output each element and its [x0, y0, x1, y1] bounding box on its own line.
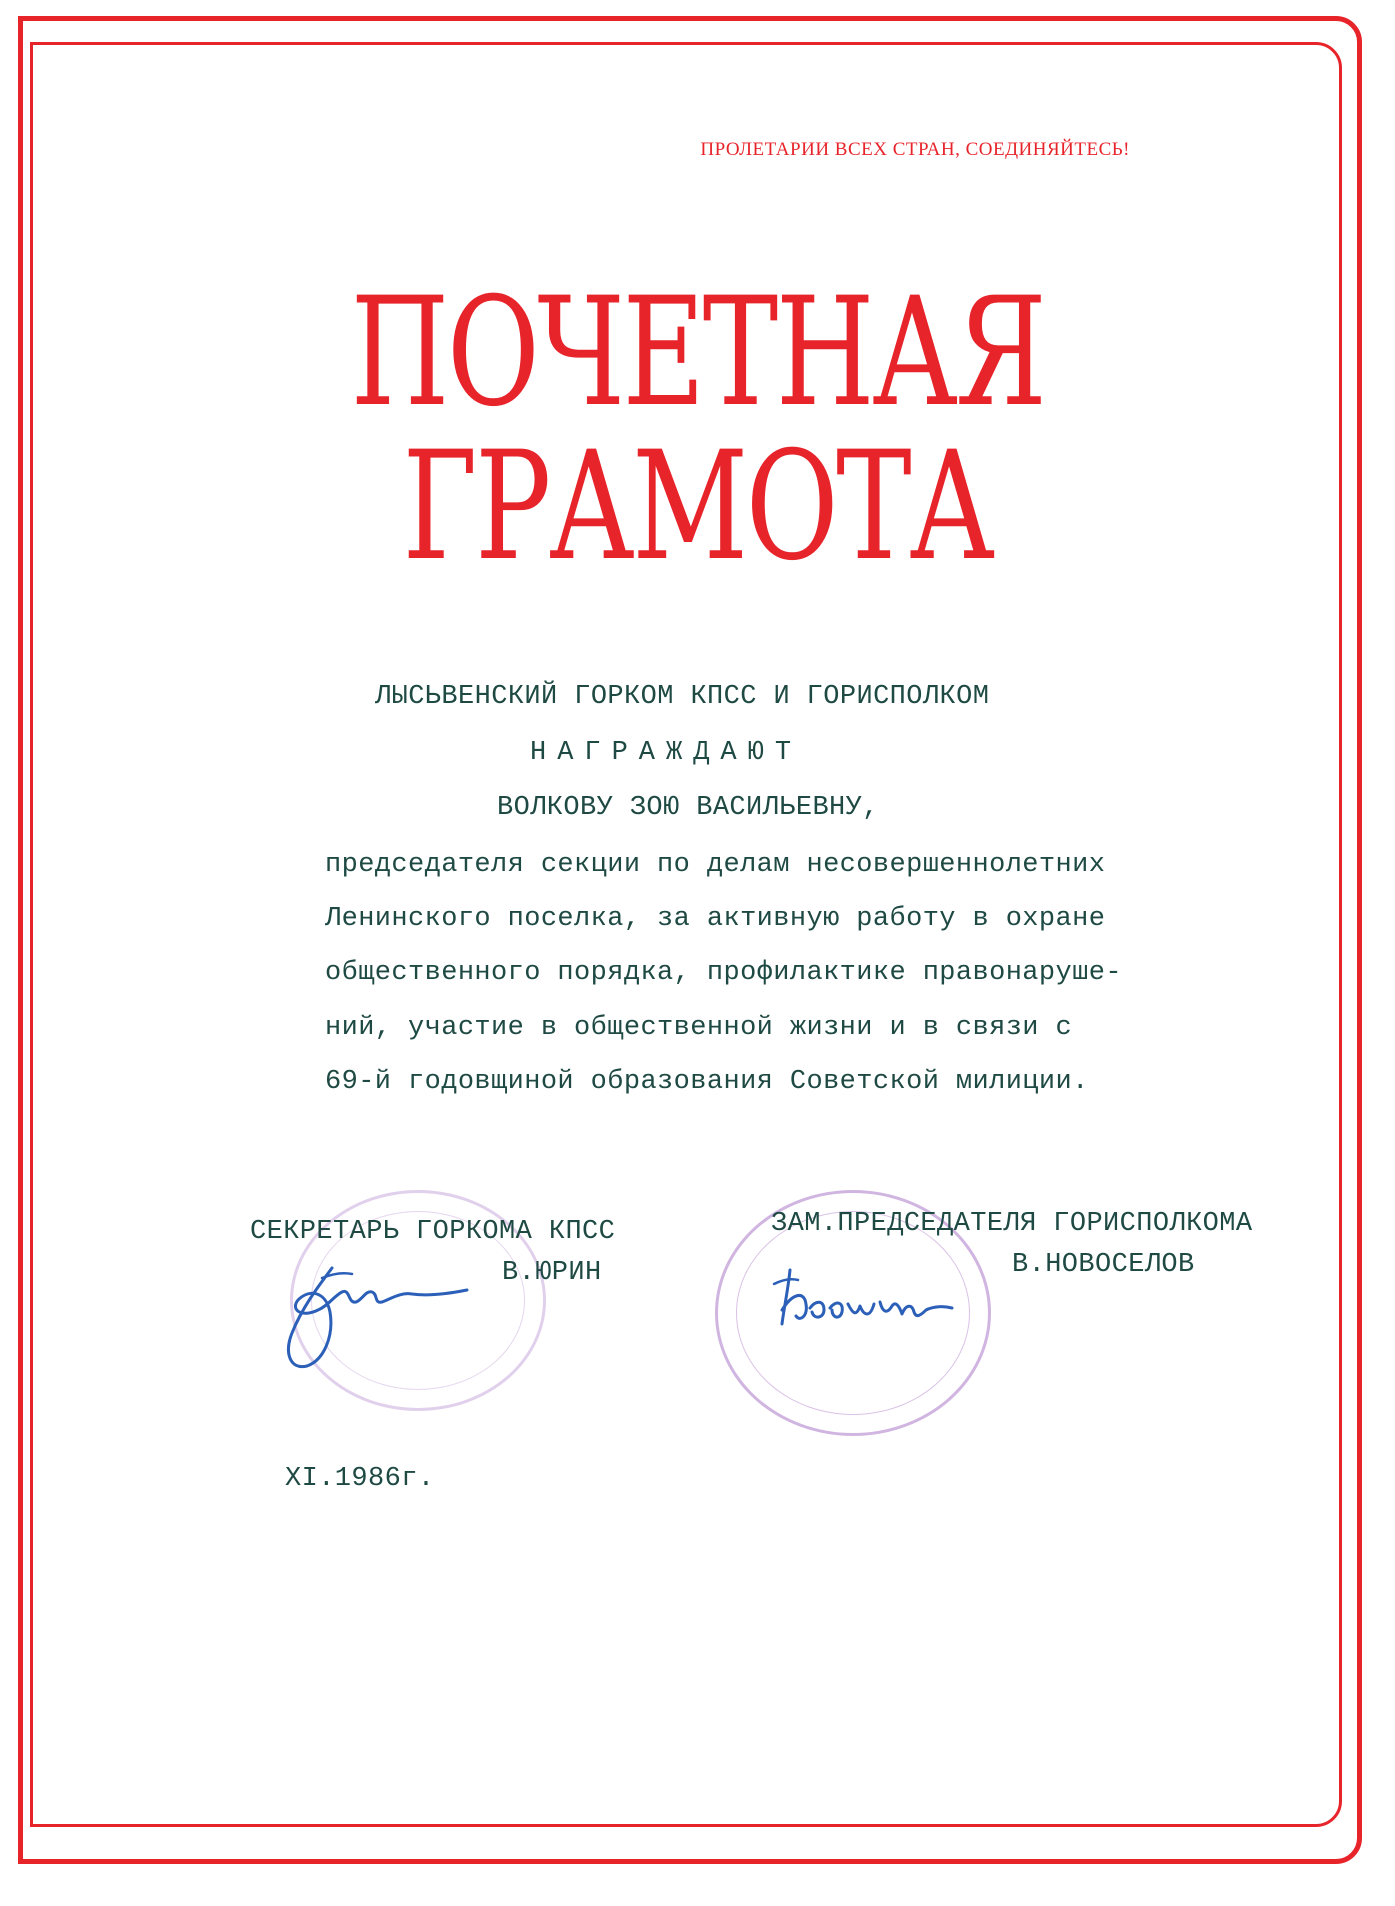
- slogan: ПРОЛЕТАРИИ ВСЕХ СТРАН, СОЕДИНЯЙТЕСЬ!: [700, 139, 1130, 160]
- body-line: председателя секции по делам несовершеннолетних: [325, 850, 1106, 880]
- title-line-1: ПОЧЕТНАЯ: [350, 266, 1045, 440]
- left-signatory-position: СЕКРЕТАРЬ ГОРКОМА КПСС: [250, 1217, 616, 1247]
- signature-left: [262, 1248, 482, 1378]
- left-signatory-name: В.ЮРИН: [502, 1258, 602, 1288]
- document-date: XI.1986г.: [285, 1464, 435, 1494]
- body-line: 69-й годовщиной образования Советской милиции.: [325, 1067, 1089, 1097]
- right-signatory-name: В.НОВОСЕЛОВ: [1012, 1250, 1195, 1280]
- title-line-2: ГРАМОТА: [402, 420, 993, 594]
- signature-right: [760, 1260, 960, 1340]
- body-line: общественного порядка, профилактике правонаруше-: [325, 958, 1122, 988]
- recipient-name: ВОЛКОВУ ЗОЮ ВАСИЛЬЕВНУ,: [497, 793, 879, 823]
- body-line: Ленинского поселка, за активную работу в охране: [325, 904, 1106, 934]
- award-verb: НАГРАЖДАЮТ: [530, 738, 803, 768]
- right-signatory-position: ЗАМ.ПРЕДСЕДАТЕЛЯ ГОРИСПОЛКОМА: [771, 1209, 1253, 1239]
- issuer-line: ЛЫСЬВЕНСКИЙ ГОРКОМ КПСС И ГОРИСПОЛКОМ: [375, 682, 990, 712]
- body-line: ний, участие в общественной жизни и в связи с: [325, 1013, 1073, 1043]
